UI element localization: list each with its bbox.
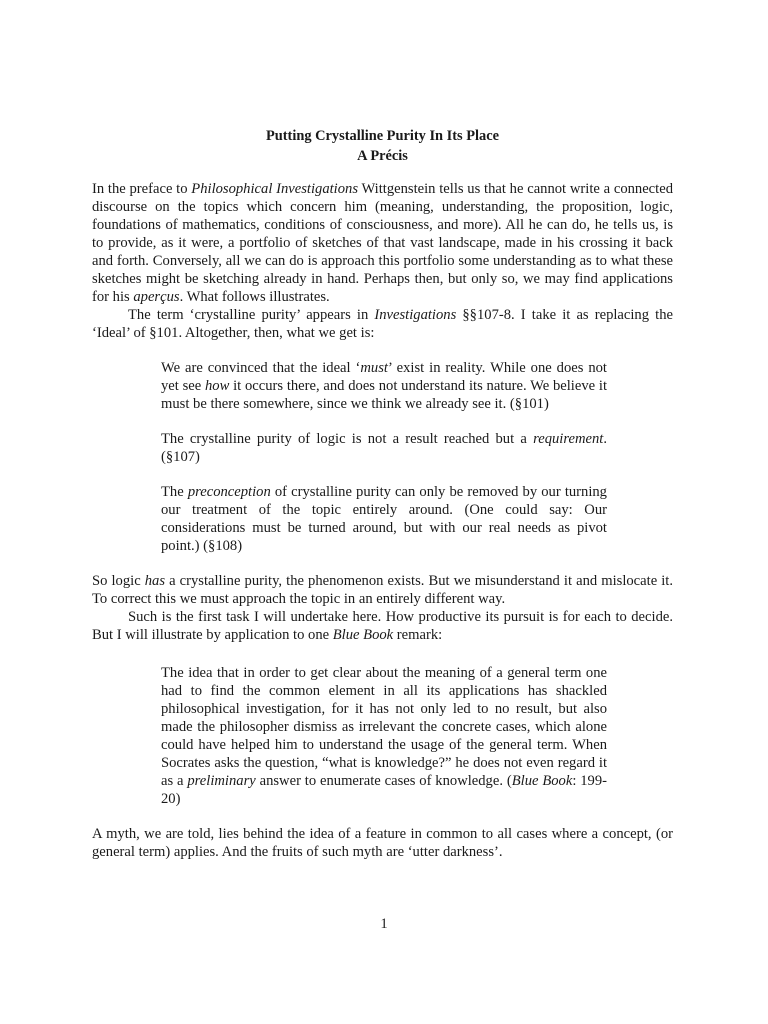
italic-run: Blue Book bbox=[511, 773, 573, 789]
italic-run: preliminary bbox=[187, 773, 256, 789]
text-run: ’ exist in reality. While one does not yet see bbox=[161, 360, 607, 394]
paragraph-4 bbox=[92, 608, 673, 644]
italic-run: must bbox=[360, 360, 388, 376]
text-run: The term ‘crystalline purity’ appears in bbox=[128, 307, 375, 323]
paragraph-3 bbox=[92, 572, 673, 608]
paragraph-1 bbox=[92, 180, 673, 306]
text-run: remark: bbox=[393, 627, 443, 643]
document-page bbox=[92, 126, 673, 861]
text-run: Such is the first task I will undertake here. How productive its pursuit is for each to decide. But I will illustrate by application to one bbox=[92, 609, 673, 643]
text-run: . What follows illustrates. bbox=[179, 289, 330, 305]
text-run: We are convinced that the ideal ‘ bbox=[161, 360, 361, 376]
italic-run: Investigations bbox=[374, 307, 457, 323]
page-number: 1 bbox=[380, 916, 388, 932]
text-run: Wittgenstein tells us that he cannot write a connected discourse on the topics which concern him (meaning, understanding, the proposition, logic, foundations of mathematics, conditions of consciousness, and more). All he can do, he tells us, is to provide, as it were, a portfolio of sketches of that vast landscape, made in his crossing it back and forth. Conversely, all we can do is approach this portfolio some understanding as to what these sketches might be sketching already in hand. Perhaps then, but only so, we may find applications for his bbox=[92, 181, 673, 305]
text-run: The crystalline purity of logic is not a result reached but a bbox=[161, 431, 534, 447]
text-run: a crystalline purity, the phenomenon exists. But we misunderstand it and mislocate it. To correct this we must approach the topic in an entirely different way. bbox=[92, 573, 674, 607]
text-run: answer to enumerate cases of knowledge. ( bbox=[255, 773, 512, 789]
text-run: §§107-8. I take it as replacing the ‘Ideal’ of §101. Altogether, then, what we get is: bbox=[92, 307, 673, 341]
block-quote-1 bbox=[161, 359, 607, 413]
paragraph-2 bbox=[92, 306, 673, 342]
italic-run: Philosophical Investigations bbox=[191, 181, 358, 197]
title-block bbox=[92, 126, 673, 166]
italic-run: aperçus bbox=[133, 289, 180, 305]
text-run: A myth, we are told, lies behind the idea of a feature in common to all cases where a concept, (or general term) applies. And the fruits of such myth are ‘utter darkness’. bbox=[92, 826, 673, 860]
text-run: So logic bbox=[92, 573, 145, 589]
document-subtitle: A Précis bbox=[357, 148, 408, 164]
text-run: The bbox=[161, 484, 188, 500]
italic-run: has bbox=[144, 573, 166, 589]
text-run: The idea that in order to get clear about the meaning of a general term one had to find the common element in all its applications has shackled philosophical investigation, for it has not only led to no result, but also made the philosopher dismiss as irrelevant the concrete cases, which alone could have helped him to understand the usage of the general term. When Socrates asks the question, “what is knowledge?” he does not even regard it as a bbox=[161, 665, 607, 789]
block-quote-2 bbox=[161, 430, 607, 466]
italic-run: how bbox=[205, 378, 230, 394]
text-run: it occurs there, and does not understand its nature. We believe it must be there somewhere, since we think we already see it. (§101) bbox=[161, 378, 607, 412]
document-title: Putting Crystalline Purity In Its Place bbox=[265, 128, 500, 144]
italic-run: Blue Book bbox=[332, 627, 394, 643]
text-run: of crystalline purity can only be removed by our turning our treatment of the topic entirely around. (One could say: Our considerations must be turned around, but with our real needs as pivot point.) (§108) bbox=[161, 484, 607, 554]
text-run: : 199-20) bbox=[161, 773, 607, 807]
text-run: In the preface to bbox=[92, 181, 192, 197]
paragraph-5 bbox=[92, 825, 673, 861]
italic-run: preconception bbox=[187, 484, 271, 500]
italic-run: requirement bbox=[533, 431, 604, 447]
block-quote-4 bbox=[161, 664, 607, 808]
text-run: . (§107) bbox=[161, 431, 607, 465]
block-quote-3 bbox=[161, 483, 607, 555]
